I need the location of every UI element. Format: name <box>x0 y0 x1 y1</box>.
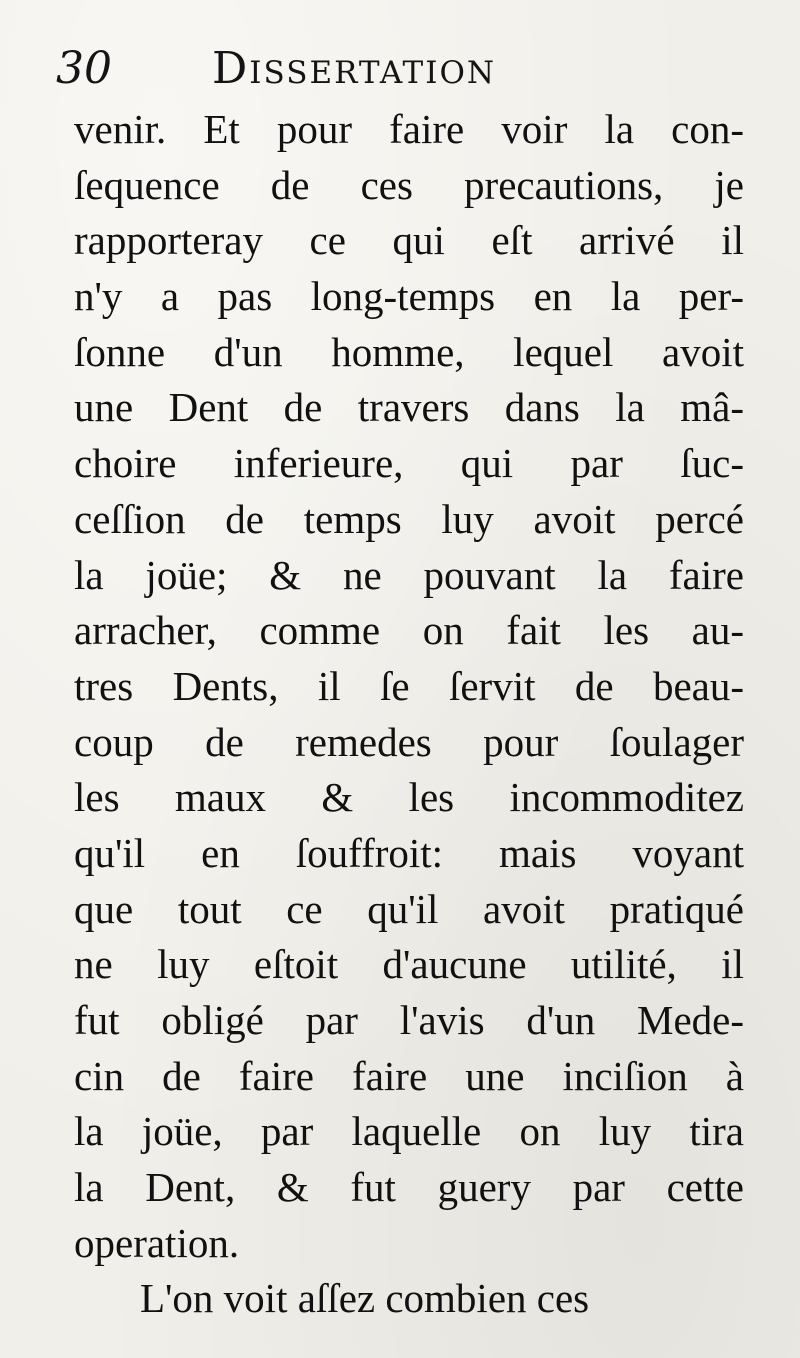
text-line: rapporteray ce qui eſt arrivé il <box>74 217 744 264</box>
running-head <box>56 34 756 104</box>
text-line: ne luy eſtoit d'aucune utilité, il <box>74 941 744 988</box>
text-line: operation. <box>74 1219 240 1266</box>
text-line: ſequence de ces precautions, je <box>74 161 744 208</box>
page-number: 30 <box>56 43 112 94</box>
text-line: fut obligé par l'avis d'un Mede- <box>74 997 744 1043</box>
text-line: ſonne d'un homme, lequel avoit <box>74 328 744 375</box>
text-line: la Dent, & fut guery par cette <box>74 1164 744 1211</box>
text-line: qu'il en ſouffroit: mais voyant <box>74 829 744 876</box>
text-line: les maux & les incommoditez <box>74 774 744 821</box>
text-line: ceſſion de temps luy avoit percé <box>74 495 744 542</box>
text-line: choire inferieure, qui par ſuc- <box>74 440 744 487</box>
running-title: Dissertation <box>212 43 497 94</box>
body-text <box>74 102 744 1327</box>
text-line: coup de remedes pour ſoulager <box>74 718 744 765</box>
text-line: venir. Et pour faire voir la con- <box>74 106 744 152</box>
text-line: la joüe; & ne pouvant la faire <box>74 551 744 598</box>
text-line: cin de faire faire une inciſion à <box>74 1052 744 1099</box>
text-line: arracher, comme on fait les au- <box>74 607 744 654</box>
paragraph-start-line: L'on voit aſſez combien ces <box>140 1275 590 1322</box>
text-line: n'y a pas long-temps en la per- <box>74 273 744 320</box>
text-line: une Dent de travers dans la mâ- <box>74 384 744 431</box>
text-line: la joüe, par laquelle on luy tira <box>74 1108 744 1155</box>
text-line: tres Dents, il ſe ſervit de beau- <box>74 662 744 709</box>
text-line: que tout ce qu'il avoit pratiqué <box>74 885 744 932</box>
